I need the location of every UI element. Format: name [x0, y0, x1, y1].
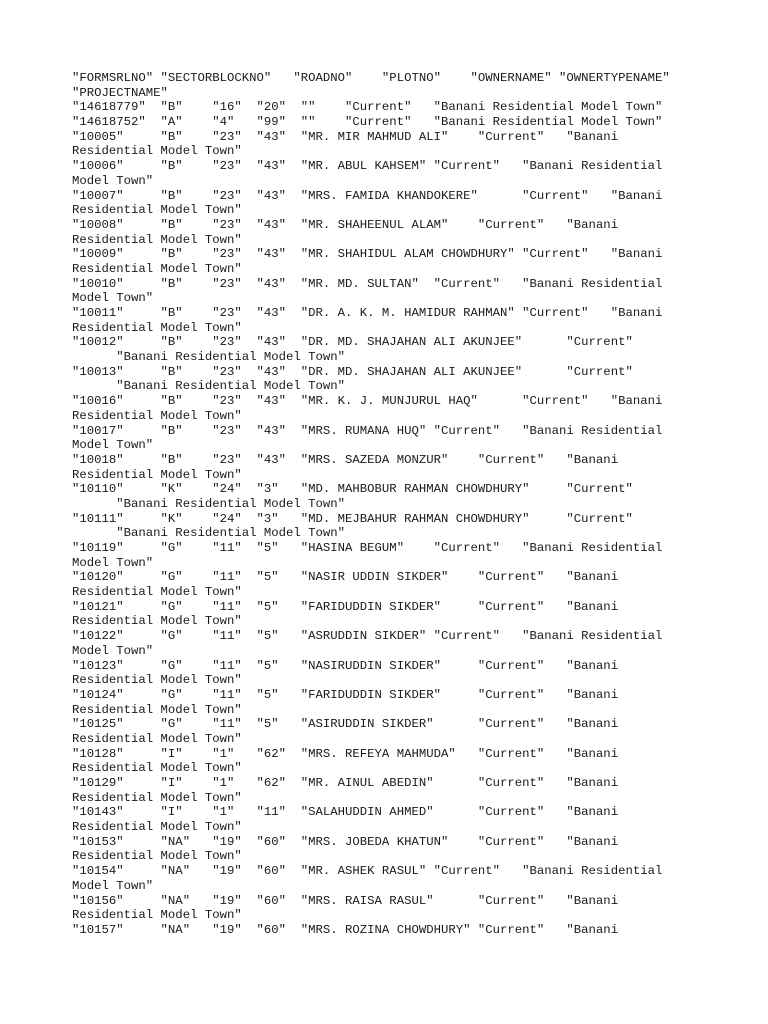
text-line: Residential Model Town": [72, 144, 242, 159]
text-line: "10008" "B" "23" "43" "MR. SHAHEENUL ALAM" "Current" "Banani: [72, 217, 619, 232]
text-line: "10012" "B" "23" "43" "DR. MD. SHAJAHAN ALI AKUNJEE" "Current": [72, 335, 633, 350]
text-line: "10121" "G" "11" "5" "FARIDUDDIN SIKDER" "Current" "Banani: [72, 599, 619, 614]
text-line: "Banani Residential Model Town": [72, 526, 346, 541]
text-line: "10154" "NA" "19" "60" "MR. ASHEK RASUL" "Current" "Banani Residential: [72, 864, 663, 879]
text-line: "Banani Residential Model Town": [72, 350, 346, 365]
text-line: "PROJECTNAME": [72, 85, 168, 100]
text-line: Residential Model Town": [72, 849, 242, 864]
text-line: "10128" "I" "1" "62" "MRS. REFEYA MAHMUDA" "Current" "Banani: [72, 746, 619, 761]
text-line: Residential Model Town": [72, 761, 242, 776]
text-line: Residential Model Town": [72, 790, 242, 805]
text-line: "10005" "B" "23" "43" "MR. MIR MAHMUD ALI" "Current" "Banani: [72, 129, 619, 144]
text-line: "10013" "B" "23" "43" "DR. MD. SHAJAHAN ALI AKUNJEE" "Current": [72, 364, 633, 379]
text-line: Residential Model Town": [72, 614, 242, 629]
text-line: "Banani Residential Model Town": [72, 379, 346, 394]
text-line: "14618779" "B" "16" "20" "" "Current" "Banani Residential Model Town": [72, 100, 663, 115]
text-line: Residential Model Town": [72, 820, 242, 835]
text-line: "10124" "G" "11" "5" "FARIDUDDIN SIKDER" "Current" "Banani: [72, 687, 619, 702]
text-line: "10122" "G" "11" "5" "ASRUDDIN SIKDER" "Current" "Banani Residential: [72, 629, 663, 644]
text-line: Residential Model Town": [72, 731, 242, 746]
text-line: "10006" "B" "23" "43" "MR. ABUL KAHSEM" "Current" "Banani Residential: [72, 159, 663, 174]
text-line: "10016" "B" "23" "43" "MR. K. J. MUNJURUL HAQ" "Current" "Banani: [72, 394, 663, 409]
text-line: "10143" "I" "1" "11" "SALAHUDDIN AHMED" "Current" "Banani: [72, 805, 619, 820]
text-line: "10011" "B" "23" "43" "DR. A. K. M. HAMIDUR RAHMAN" "Current" "Banani: [72, 306, 663, 320]
text-line: Residential Model Town": [72, 585, 242, 600]
text-line: Residential Model Town": [72, 320, 242, 335]
text-line: "10156" "NA" "19" "60" "MRS. RAISA RASUL" "Current" "Banani: [72, 893, 619, 908]
text-line: Residential Model Town": [72, 702, 242, 717]
text-line: Residential Model Town": [72, 467, 242, 482]
text-line: Model Town": [72, 555, 154, 570]
text-line: "Banani Residential Model Town": [72, 496, 346, 511]
text-line: Model Town": [72, 878, 154, 893]
text-line: Model Town": [72, 173, 154, 188]
text-line: "10120" "G" "11" "5" "NASIR UDDIN SIKDER" "Current" "Banani: [72, 570, 619, 585]
text-line: "10157" "NA" "19" "60" "MRS. ROZINA CHOWDHURY" "Current" "Banani: [72, 922, 619, 937]
text-line: Residential Model Town": [72, 908, 242, 923]
text-line: Residential Model Town": [72, 232, 242, 247]
text-line: "10110" "K" "24" "3" "MD. MAHBOBUR RAHMAN CHOWDHURY" "Current": [72, 482, 633, 497]
text-line: "10129" "I" "1" "62" "MR. AINUL ABEDIN" "Current" "Banani: [72, 776, 619, 790]
text-line: Residential Model Town": [72, 408, 242, 423]
text-line: Model Town": [72, 291, 154, 306]
text-line: Residential Model Town": [72, 673, 242, 688]
text-line: "10153" "NA" "19" "60" "MRS. JOBEDA KHATUN" "Current" "Banani: [72, 834, 619, 849]
text-line: Model Town": [72, 438, 154, 453]
plain-text-listing: [72, 71, 702, 938]
text-line: "10123" "G" "11" "5" "NASIRUDDIN SIKDER" "Current" "Banani: [72, 658, 619, 673]
text-line: "10017" "B" "23" "43" "MRS. RUMANA HUQ" "Current" "Banani Residential: [72, 423, 663, 438]
text-line: "14618752" "A" "4" "99" "" "Current" "Banani Residential Model Town": [72, 115, 663, 130]
text-line: Model Town": [72, 643, 154, 658]
text-line: "FORMSRLNO" "SECTORBLOCKNO" "ROADNO" "PLOTNO" "OWNERNAME" "OWNERTYPENAME": [72, 71, 670, 85]
text-line: "10125" "G" "11" "5" "ASIRUDDIN SIKDER" "Current" "Banani: [72, 717, 619, 732]
text-line: "10007" "B" "23" "43" "MRS. FAMIDA KHANDOKERE" "Current" "Banani: [72, 188, 663, 203]
text-line: "10009" "B" "23" "43" "MR. SHAHIDUL ALAM CHOWDHURY" "Current" "Banani: [72, 247, 663, 262]
text-line: Residential Model Town": [72, 203, 242, 218]
text-line: "10010" "B" "23" "43" "MR. MD. SULTAN" "Current" "Banani Residential: [72, 276, 663, 291]
text-line: "10018" "B" "23" "43" "MRS. SAZEDA MONZUR" "Current" "Banani: [72, 452, 619, 467]
text-line: Residential Model Town": [72, 261, 242, 276]
text-line: "10111" "K" "24" "3" "MD. MEJBAHUR RAHMAN CHOWDHURY" "Current": [72, 511, 633, 526]
text-line: "10119" "G" "11" "5" "HASINA BEGUM" "Current" "Banani Residential: [72, 541, 663, 555]
